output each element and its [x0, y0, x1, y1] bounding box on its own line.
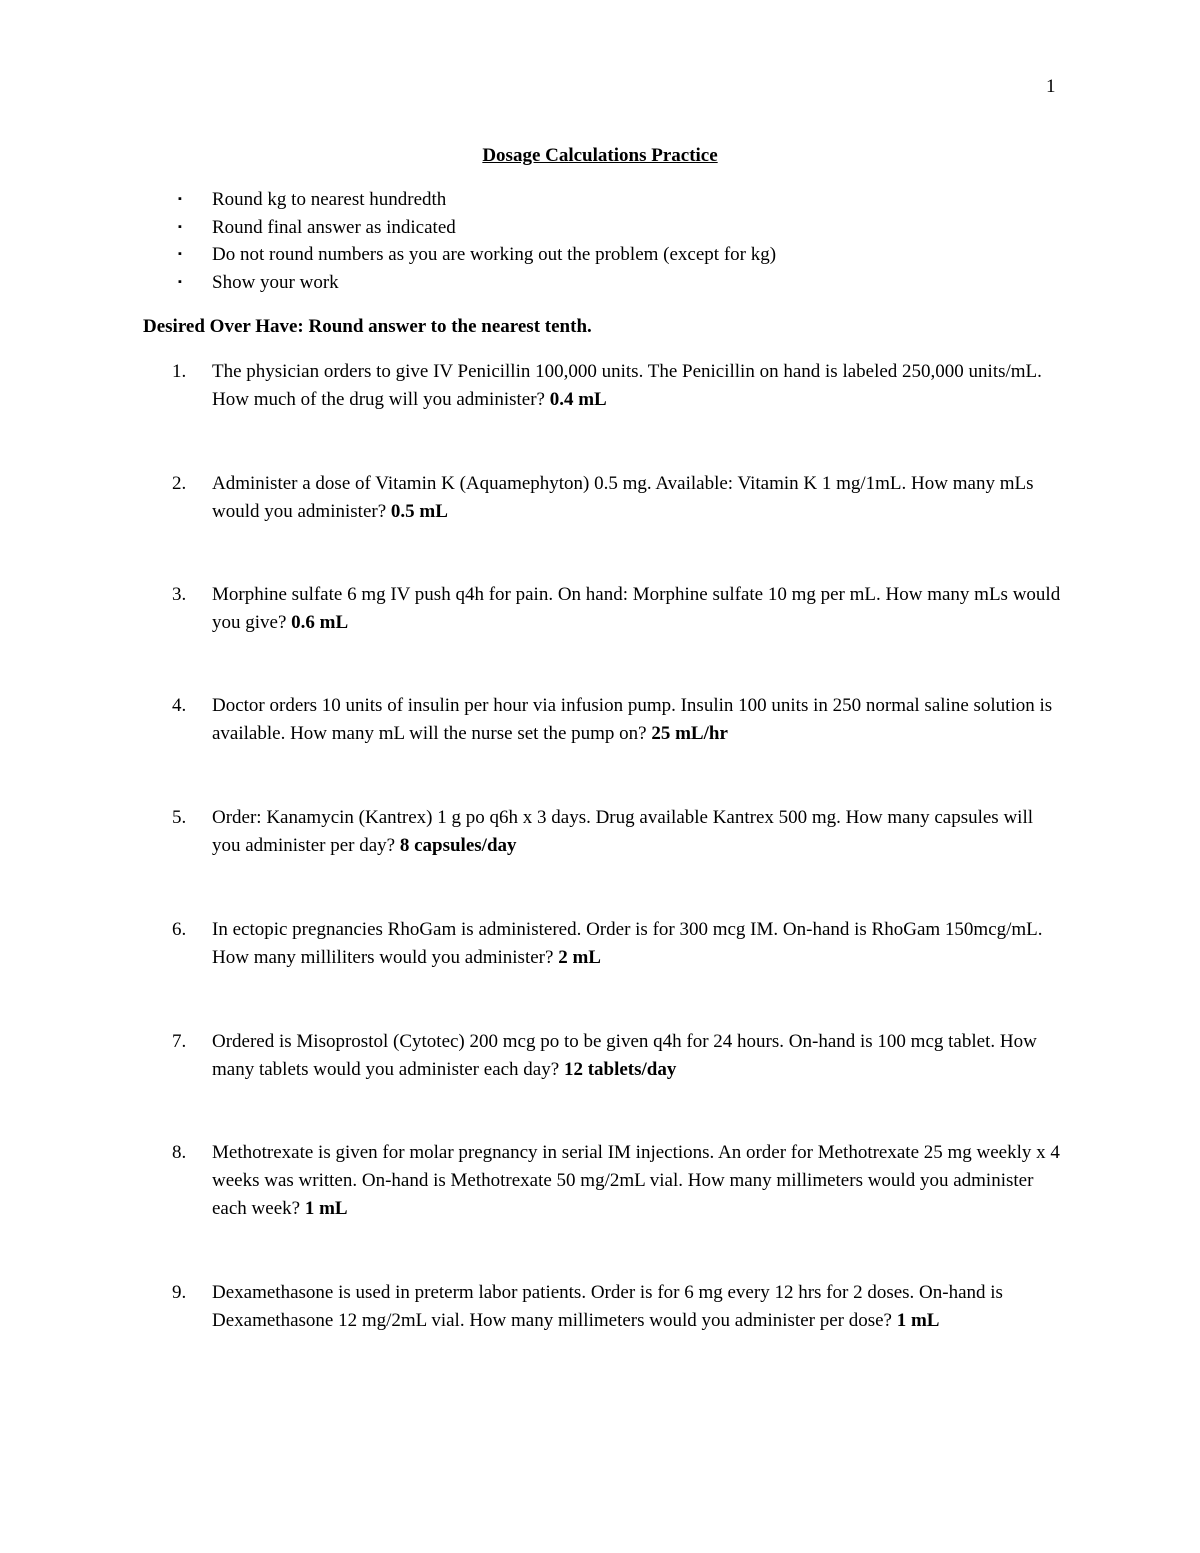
question-answer: 2 mL: [558, 947, 601, 968]
question-number: 3.: [172, 584, 187, 605]
question-item: [172, 470, 1062, 526]
question-body: [212, 1139, 1062, 1223]
question-text: Morphine sulfate 6 mg IV push q4h for pain. On hand: Morphine sulfate 10 mg per mL. How many mLs would you give?: [212, 584, 1061, 633]
document-title: Dosage Calculations Practice: [482, 145, 718, 166]
question-body: [212, 581, 1062, 637]
question-item: [172, 1139, 1062, 1223]
question-body: [212, 804, 1062, 860]
question-item: [172, 358, 1062, 414]
question-item: [172, 1279, 1062, 1335]
question-body: [212, 1028, 1062, 1084]
question-number: 4.: [172, 695, 187, 716]
instruction-text: Show your work: [212, 272, 339, 294]
question-answer: 12 tablets/day: [563, 1059, 677, 1080]
instruction-text: Round final answer as indicated: [212, 216, 456, 238]
question-text: Doctor orders 10 units of insulin per hour via infusion pump. Insulin 100 units in 250 normal saline solution is available. How many mL will the nurse set the pump on?: [212, 695, 1053, 744]
question-text: The physician orders to give IV Penicillin 100,000 units. The Penicillin on hand is labeled 250,000 units/mL. How much of the drug will you administer?: [212, 361, 1042, 410]
question-body: [212, 470, 1062, 526]
bullet-icon: ▪: [178, 248, 182, 261]
question-item: [172, 804, 1062, 860]
question-number: 7.: [172, 1031, 187, 1052]
instruction-item: [172, 186, 776, 214]
bullet-icon: ▪: [178, 193, 182, 205]
question-answer: 1 mL: [896, 1310, 940, 1331]
section-heading: Desired Over Have: Round answer to the nearest tenth.: [143, 316, 592, 337]
question-text: Dexamethasone is used in preterm labor patients. Order is for 6 mg every 12 hrs for 2 doses. On-hand is Dexamethasone 12 mg/2mL vial. How many millimeters would you administer per dose?: [212, 1282, 1003, 1331]
question-number: 1.: [172, 361, 187, 382]
instruction-item: [172, 241, 776, 269]
question-number: 9.: [172, 1282, 187, 1303]
question-text: Administer a dose of Vitamin K (Aquamephyton) 0.5 mg. Available: Vitamin K 1 mg/1mL. How many mLs would you administer?: [212, 473, 1034, 522]
question-text: In ectopic pregnancies RhoGam is administered. Order is for 300 mcg IM. On-hand is RhoGam 150mcg/mL. How many milliliters would you administer?: [212, 919, 1043, 968]
instruction-item: [172, 269, 776, 297]
question-body: [212, 358, 1062, 414]
question-answer: 0.4 mL: [549, 389, 607, 410]
question-body: [212, 916, 1062, 972]
question-number: 8.: [172, 1142, 187, 1163]
instruction-item: [172, 214, 776, 242]
question-item: [172, 581, 1062, 637]
question-number: 5.: [172, 807, 187, 828]
instruction-text: Round kg to nearest hundredth: [212, 189, 447, 210]
question-answer: 25 mL/hr: [651, 723, 728, 744]
bullet-icon: ▪: [178, 276, 182, 289]
page-number: 1: [1046, 76, 1056, 97]
question-item: [172, 1028, 1062, 1084]
question-item: [172, 916, 1062, 972]
question-answer: 0.6 mL: [291, 612, 349, 633]
question-body: [212, 1279, 1062, 1335]
question-text: Ordered is Misoprostol (Cytotec) 200 mcg po to be given q4h for 24 hours. On-hand is 100 mcg tablet. How many tablets would you administer each day?: [212, 1031, 1037, 1080]
question-answer: 0.5 mL: [390, 501, 448, 522]
question-answer: 1 mL: [304, 1198, 348, 1219]
question-number: 2.: [172, 473, 187, 494]
bullet-icon: ▪: [178, 220, 182, 233]
instruction-text: Do not round numbers as you are working out the problem (except for kg): [212, 244, 777, 266]
question-text: Methotrexate is given for molar pregnancy in serial IM injections. An order for Methotrexate 25 mg weekly x 4 weeks was written. On-hand is Methotrexate 50 mg/2mL vial. How many millimeters would you administer each week?: [212, 1142, 1060, 1219]
question-number: 6.: [172, 919, 187, 940]
question-body: [212, 692, 1062, 748]
question-item: [172, 692, 1062, 748]
question-answer: 8 capsules/day: [399, 835, 517, 856]
question-text: Order: Kanamycin (Kantrex) 1 g po q6h x 3 days. Drug available Kantrex 500 mg. How many capsules will you administer per day?: [212, 807, 1034, 856]
instructions-list: [172, 186, 776, 297]
